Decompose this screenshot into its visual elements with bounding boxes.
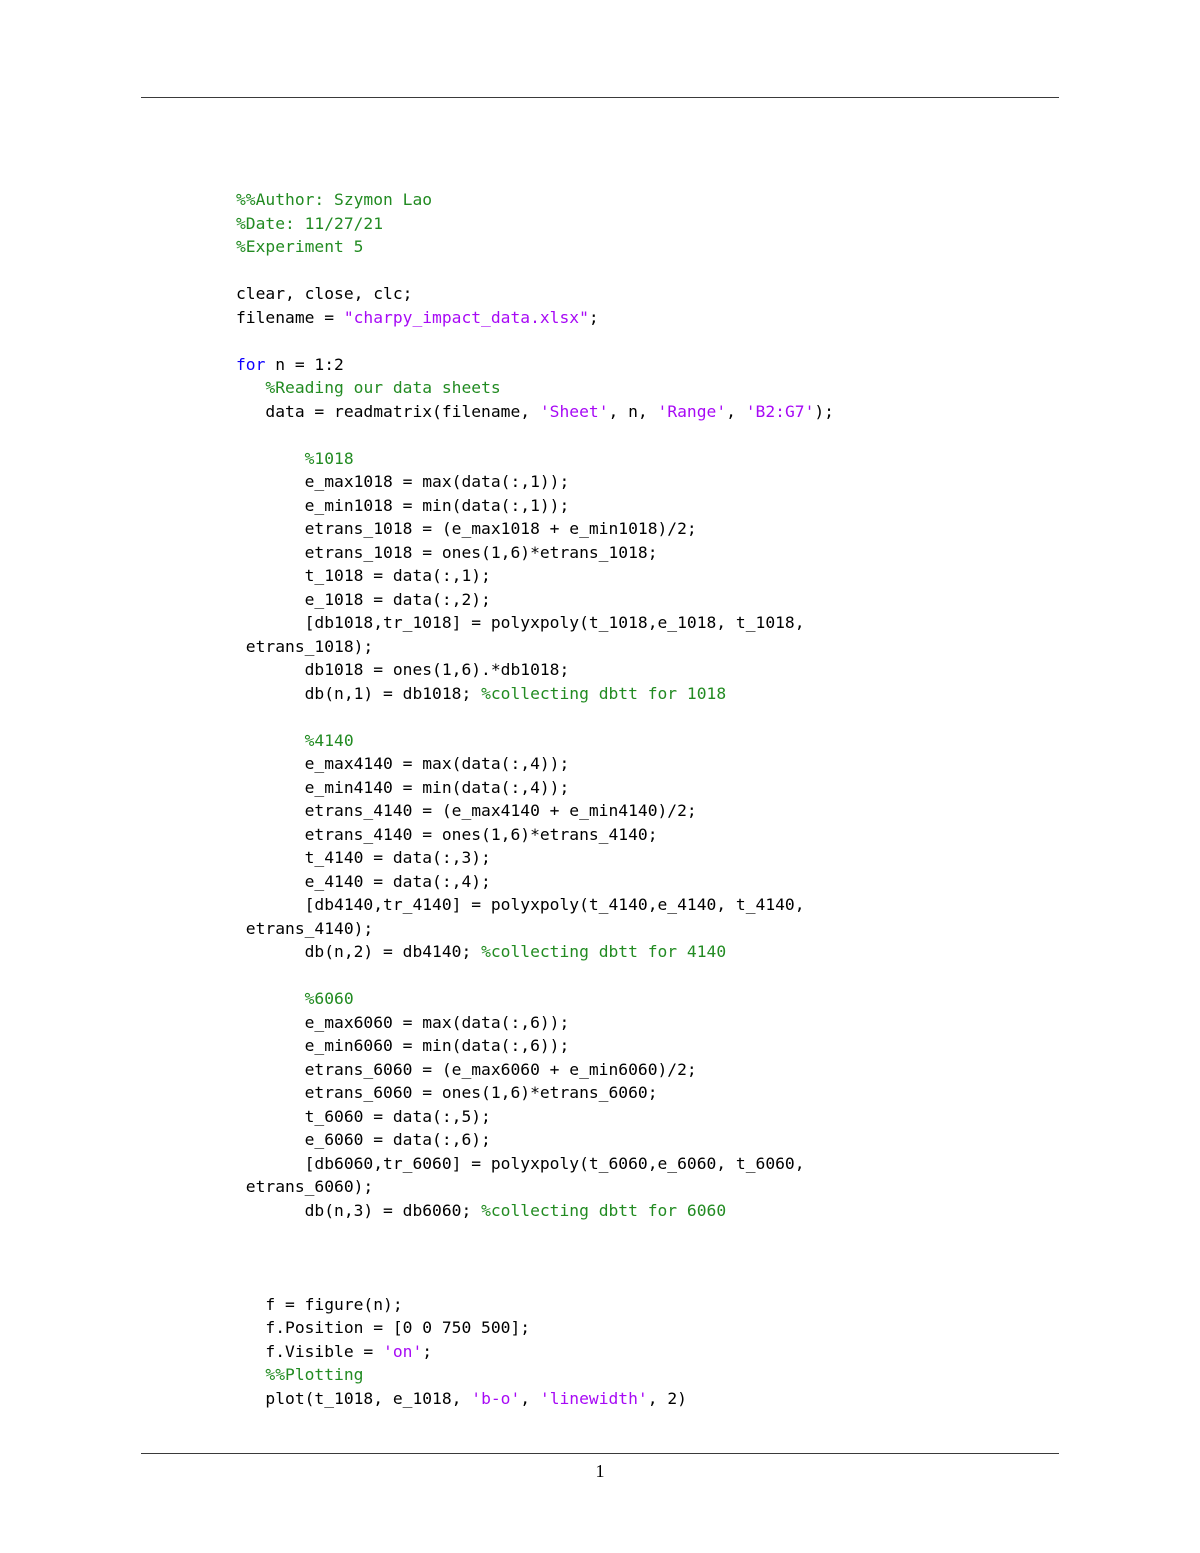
code-token-plain: db(n,1) = db1018;: [236, 683, 482, 703]
code-line: [236, 846, 1056, 870]
code-line: [236, 729, 1056, 753]
code-token-comment: %collecting dbtt for 6060: [481, 1200, 727, 1220]
code-line: [236, 212, 1056, 236]
code-line: [236, 235, 1056, 259]
code-line: [236, 376, 1056, 400]
code-token-string: 'Range': [657, 401, 727, 421]
code-line: [236, 611, 1056, 635]
code-token-plain: e_max4140 = max(data(:,4));: [236, 754, 570, 773]
code-token-comment: %6060: [304, 989, 354, 1008]
code-token-plain: db(n,3) = db6060;: [236, 1200, 482, 1220]
code-line: [236, 1011, 1056, 1035]
code-token-plain: f.Visible =: [236, 1341, 384, 1361]
code-token-comment: %1018: [304, 448, 354, 468]
code-line: [236, 1175, 1056, 1199]
code-token-plain: etrans_1018);: [236, 636, 374, 656]
code-token-plain: e_max1018 = max(data(:,1));: [236, 472, 570, 491]
code-line: [236, 1199, 1056, 1223]
code-token-plain: etrans_4140 = (e_max4140 + e_min4140)/2;: [236, 801, 697, 820]
code-line: [236, 1293, 1056, 1317]
blank-line: [236, 423, 1056, 447]
code-token-plain: e_max6060 = max(data(:,6));: [236, 1012, 570, 1032]
code-token-plain: db1018 = ones(1,6).*db1018;: [236, 660, 570, 679]
code-line: [236, 1316, 1056, 1340]
code-token-plain: e_min4140 = min(data(:,4));: [236, 777, 570, 797]
code-token-comment: %%Plotting: [265, 1365, 364, 1384]
code-line: [236, 564, 1056, 588]
code-token-plain: etrans_6060);: [236, 1177, 374, 1196]
code-line: [236, 306, 1056, 330]
code-token-string: 'linewidth': [539, 1388, 648, 1408]
code-token-comment: %Reading our data sheets: [265, 378, 501, 397]
code-line: [236, 353, 1056, 377]
code-token-plain: f = figure(n);: [236, 1294, 403, 1314]
code-token-string: 'Sheet': [539, 401, 609, 421]
code-token-plain: ;: [422, 1341, 433, 1361]
code-token-plain: n = 1:2: [265, 354, 344, 374]
page-number: 1: [595, 1461, 605, 1481]
code-token-plain: f.Position = [0 0 750 500];: [236, 1318, 531, 1337]
blank-line: [236, 329, 1056, 353]
code-line: [236, 1058, 1056, 1082]
code-token-plain: e_min6060 = min(data(:,6));: [236, 1036, 570, 1055]
code-token-string: 'b-o': [471, 1388, 521, 1408]
code-line: [236, 776, 1056, 800]
blank-line: [236, 259, 1056, 283]
blank-line: [236, 1222, 1056, 1246]
code-token-plain: etrans_4140 = ones(1,6)*etrans_4140;: [236, 824, 658, 844]
code-token-comment: %4140: [304, 730, 354, 750]
code-token-plain: filename =: [236, 307, 344, 327]
code-line: [236, 282, 1056, 306]
code-token-string: "charpy_impact_data.xlsx": [343, 307, 589, 327]
blank-line: [236, 964, 1056, 988]
header-rule: [141, 97, 1059, 98]
code-token-plain: ,: [520, 1388, 540, 1408]
code-line: [236, 635, 1056, 659]
code-token-plain: [236, 1365, 265, 1384]
code-line: [236, 1363, 1056, 1387]
code-line: [236, 517, 1056, 541]
blank-line: [236, 705, 1056, 729]
code-token-comment: %Experiment 5: [236, 237, 364, 256]
code-token-plain: t_4140 = data(:,3);: [236, 848, 491, 867]
code-token-plain: etrans_1018 = ones(1,6)*etrans_1018;: [236, 542, 658, 562]
code-token-string: 'B2:G7': [745, 401, 815, 421]
code-line: [236, 588, 1056, 612]
code-line: [236, 1081, 1056, 1105]
code-token-comment: %%Author: Szymon Lao: [236, 190, 433, 209]
code-line: [236, 1128, 1056, 1152]
code-line: [236, 1387, 1056, 1411]
footer-rule: [141, 1453, 1059, 1454]
code-line: [236, 1105, 1056, 1129]
code-line: [236, 541, 1056, 565]
code-line: [236, 799, 1056, 823]
code-token-plain: e_6060 = data(:,6);: [236, 1130, 491, 1149]
code-line: [236, 870, 1056, 894]
code-token-plain: t_6060 = data(:,5);: [236, 1106, 491, 1126]
code-token-plain: [db1018,tr_1018] = polyxpoly(t_1018,e_1018, t_1018,: [236, 613, 805, 632]
blank-line: [236, 1246, 1056, 1270]
code-line: [236, 893, 1056, 917]
code-token-plain: [db4140,tr_4140] = polyxpoly(t_4140,e_4140, t_4140,: [236, 895, 805, 914]
code-token-keyword: for: [236, 354, 266, 374]
code-token-comment: %collecting dbtt for 1018: [481, 683, 727, 703]
code-token-plain: clear, close, clc;: [236, 284, 413, 303]
code-token-plain: ,: [726, 401, 746, 421]
code-line: [236, 447, 1056, 471]
code-token-plain: , n,: [608, 401, 658, 421]
code-line: [236, 470, 1056, 494]
blank-line: [236, 1269, 1056, 1293]
code-token-plain: etrans_6060 = (e_max6060 + e_min6060)/2;: [236, 1059, 697, 1079]
code-line: [236, 823, 1056, 847]
code-token-plain: , 2): [647, 1388, 687, 1408]
code-line: [236, 494, 1056, 518]
code-token-plain: [236, 449, 305, 468]
code-token-plain: etrans_1018 = (e_max1018 + e_min1018)/2;: [236, 519, 697, 538]
code-token-plain: [db6060,tr_6060] = polyxpoly(t_6060,e_6060, t_6060,: [236, 1153, 805, 1173]
code-listing: [236, 188, 1056, 1410]
code-token-comment: %Date: 11/27/21: [236, 213, 384, 233]
code-token-string: 'on': [383, 1341, 423, 1361]
code-token-plain: plot(t_1018, e_1018,: [236, 1388, 472, 1408]
code-line: [236, 1340, 1056, 1364]
code-token-plain: data = readmatrix(filename,: [236, 401, 540, 421]
code-line: [236, 400, 1056, 424]
code-line: [236, 682, 1056, 706]
code-token-plain: db(n,2) = db4140;: [236, 942, 482, 961]
code-token-plain: e_4140 = data(:,4);: [236, 871, 491, 891]
code-line: [236, 987, 1056, 1011]
code-token-plain: etrans_4140);: [236, 918, 374, 938]
code-line: [236, 188, 1056, 212]
code-token-plain: [236, 378, 265, 397]
code-token-comment: %collecting dbtt for 4140: [481, 942, 727, 961]
code-line: [236, 752, 1056, 776]
code-line: [236, 940, 1056, 964]
code-line: [236, 658, 1056, 682]
code-line: [236, 917, 1056, 941]
code-token-plain: );: [814, 401, 834, 421]
code-line: [236, 1152, 1056, 1176]
code-token-plain: t_1018 = data(:,1);: [236, 566, 491, 585]
code-token-plain: e_min1018 = min(data(:,1));: [236, 495, 570, 515]
code-token-plain: [236, 731, 305, 750]
code-token-plain: ;: [588, 307, 599, 327]
code-token-plain: [236, 989, 305, 1008]
code-token-plain: e_1018 = data(:,2);: [236, 589, 491, 609]
code-token-plain: etrans_6060 = ones(1,6)*etrans_6060;: [236, 1083, 658, 1102]
code-line: [236, 1034, 1056, 1058]
